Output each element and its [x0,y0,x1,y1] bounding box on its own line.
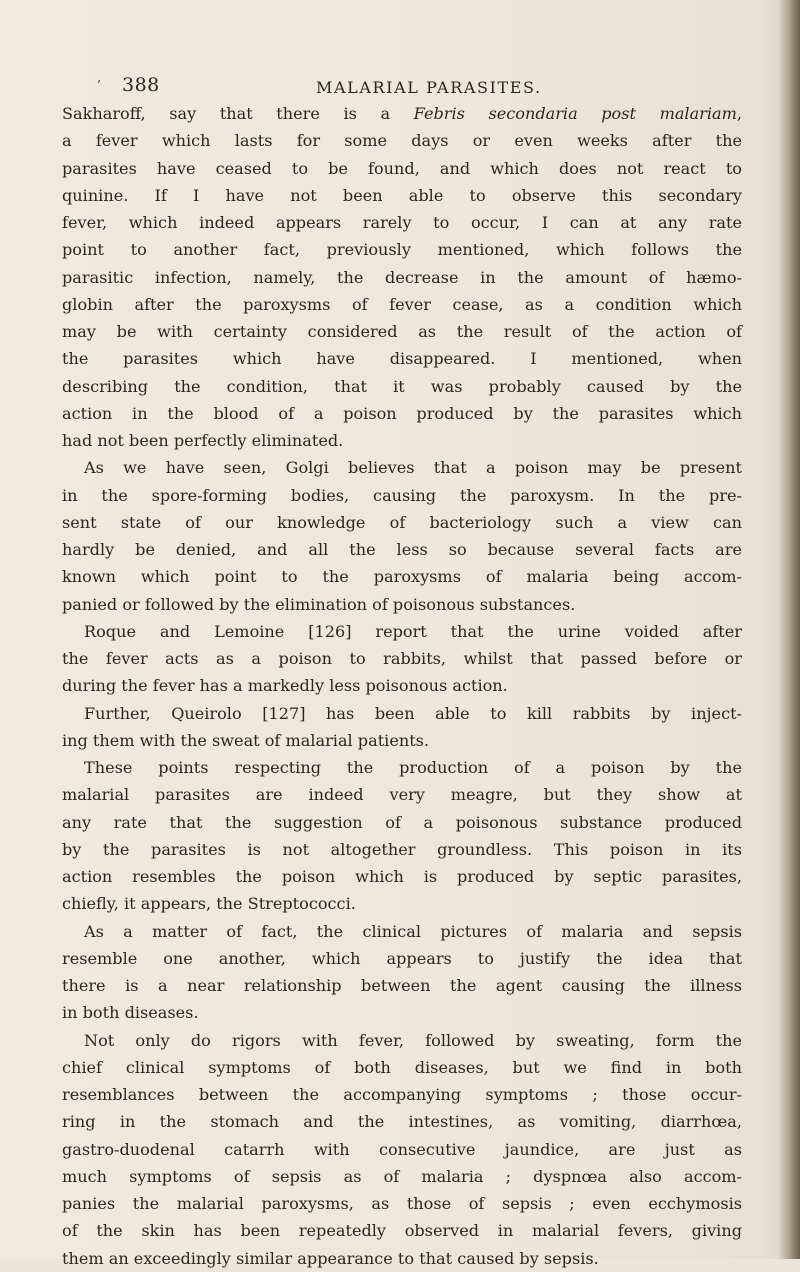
running-title: MALARIAL PARASITES. [316,78,542,97]
text-line: the fever acts as a poison to rabbits, whilst that passed before or [62,649,742,668]
text-line: fever, which indeed appears rarely to occur, I can at any rate [62,213,742,232]
text-line: panied or followed by the elimination of poisonous substances. [62,594,576,614]
text-line: resemblances between the accompanying symptoms ; those occur- [62,1085,742,1104]
text-line: describing the condition, that it was probably caused by the [62,376,742,396]
text-line: panies the malarial paroxysms, as those of sepsis ; even ecchymosis [62,1194,742,1213]
text-line: by the parasites is not altogether groundless. This poison in its [62,839,742,859]
text-line: resemble one another, which appears to justify the idea that [62,948,742,968]
text-line: much symptoms of sepsis as of malaria ; dyspnœa also accom- [62,1166,742,1186]
text-line: had not been perfectly eliminated. [62,431,344,450]
text-line: ring in the stomach and the intestines, as vomiting, diarrhœa, [62,1112,742,1132]
text-line: Sakharoff, say that there is a Febris secondaria post malariam, [62,104,742,123]
text-line: These points respecting the production of a poison by the [84,758,742,777]
text-line: there is a near relationship between the agent causing the illness [62,976,742,995]
text-line: sent state of our knowledge of bacteriology such a view can [62,512,742,532]
text-line: of the skin has been repeatedly observed in malarial fevers, giving [62,1221,742,1241]
text-line: Roque and Lemoine [126] report that the urine voided after [84,621,742,641]
text-line: action in the blood of a poison produced by the parasites which [62,403,742,423]
text-line: action resembles the poison which is produced by septic parasites, [62,867,742,886]
text-line: hardly be denied, and all the less so because several facts are [62,540,742,559]
text-line: globin after the paroxysms of fever cease, as a condition which [62,294,742,314]
text-line: ing them with the sweat of malarial patients. [62,730,430,750]
text-line: Not only do rigors with fever, followed by sweating, form the [84,1030,742,1050]
text-line: quinine. If I have not been able to observe this secondary [62,185,742,205]
body-text [62,100,742,1272]
text-line: them an exceedingly similar appearance to that caused by sepsis. [62,1248,599,1268]
text-line: chiefly, it appears, the Streptococci. [62,894,356,914]
text-line: during the fever has a markedly less poisonous action. [62,676,508,696]
text-line: in both diseases. [62,1003,199,1023]
text-line: Further, Queirolo [127] has been able to kill rabbits by inject- [84,703,742,723]
text-line: in the spore-forming bodies, causing the paroxysm. In the pre- [62,485,742,505]
page-mark: ’ [97,78,101,92]
text-line: known which point to the paroxysms of malaria being accom- [62,567,742,587]
text-line: any rate that the suggestion of a poisonous substance produced [62,812,742,832]
text-line: chief clinical symptoms of both diseases, but we find in both [62,1057,742,1077]
text-line: As we have seen, Golgi believes that a poison may be present [84,458,742,478]
text-line: gastro-duodenal catarrh with consecutive jaundice, are just as [62,1139,742,1159]
page-edge-shadow [778,0,800,1259]
text-line: parasitic infection, namely, the decrease in the amount of hæmo- [62,267,742,287]
text-line: the parasites which have disappeared. I mentioned, when [62,349,742,369]
text-line: As a matter of fact, the clinical pictures of malaria and sepsis [84,921,742,941]
text-line: a fever which lasts for some days or even weeks after the [62,131,742,151]
page-number: 388 [122,74,160,96]
text-line: malarial parasites are indeed very meagre, but they show at [62,785,742,805]
text-line: may be with certainty considered as the result of the action of [62,322,742,341]
text-line: point to another fact, previously mentioned, which follows the [62,240,742,260]
text-line: parasites have ceased to be found, and which does not react to [62,158,742,178]
